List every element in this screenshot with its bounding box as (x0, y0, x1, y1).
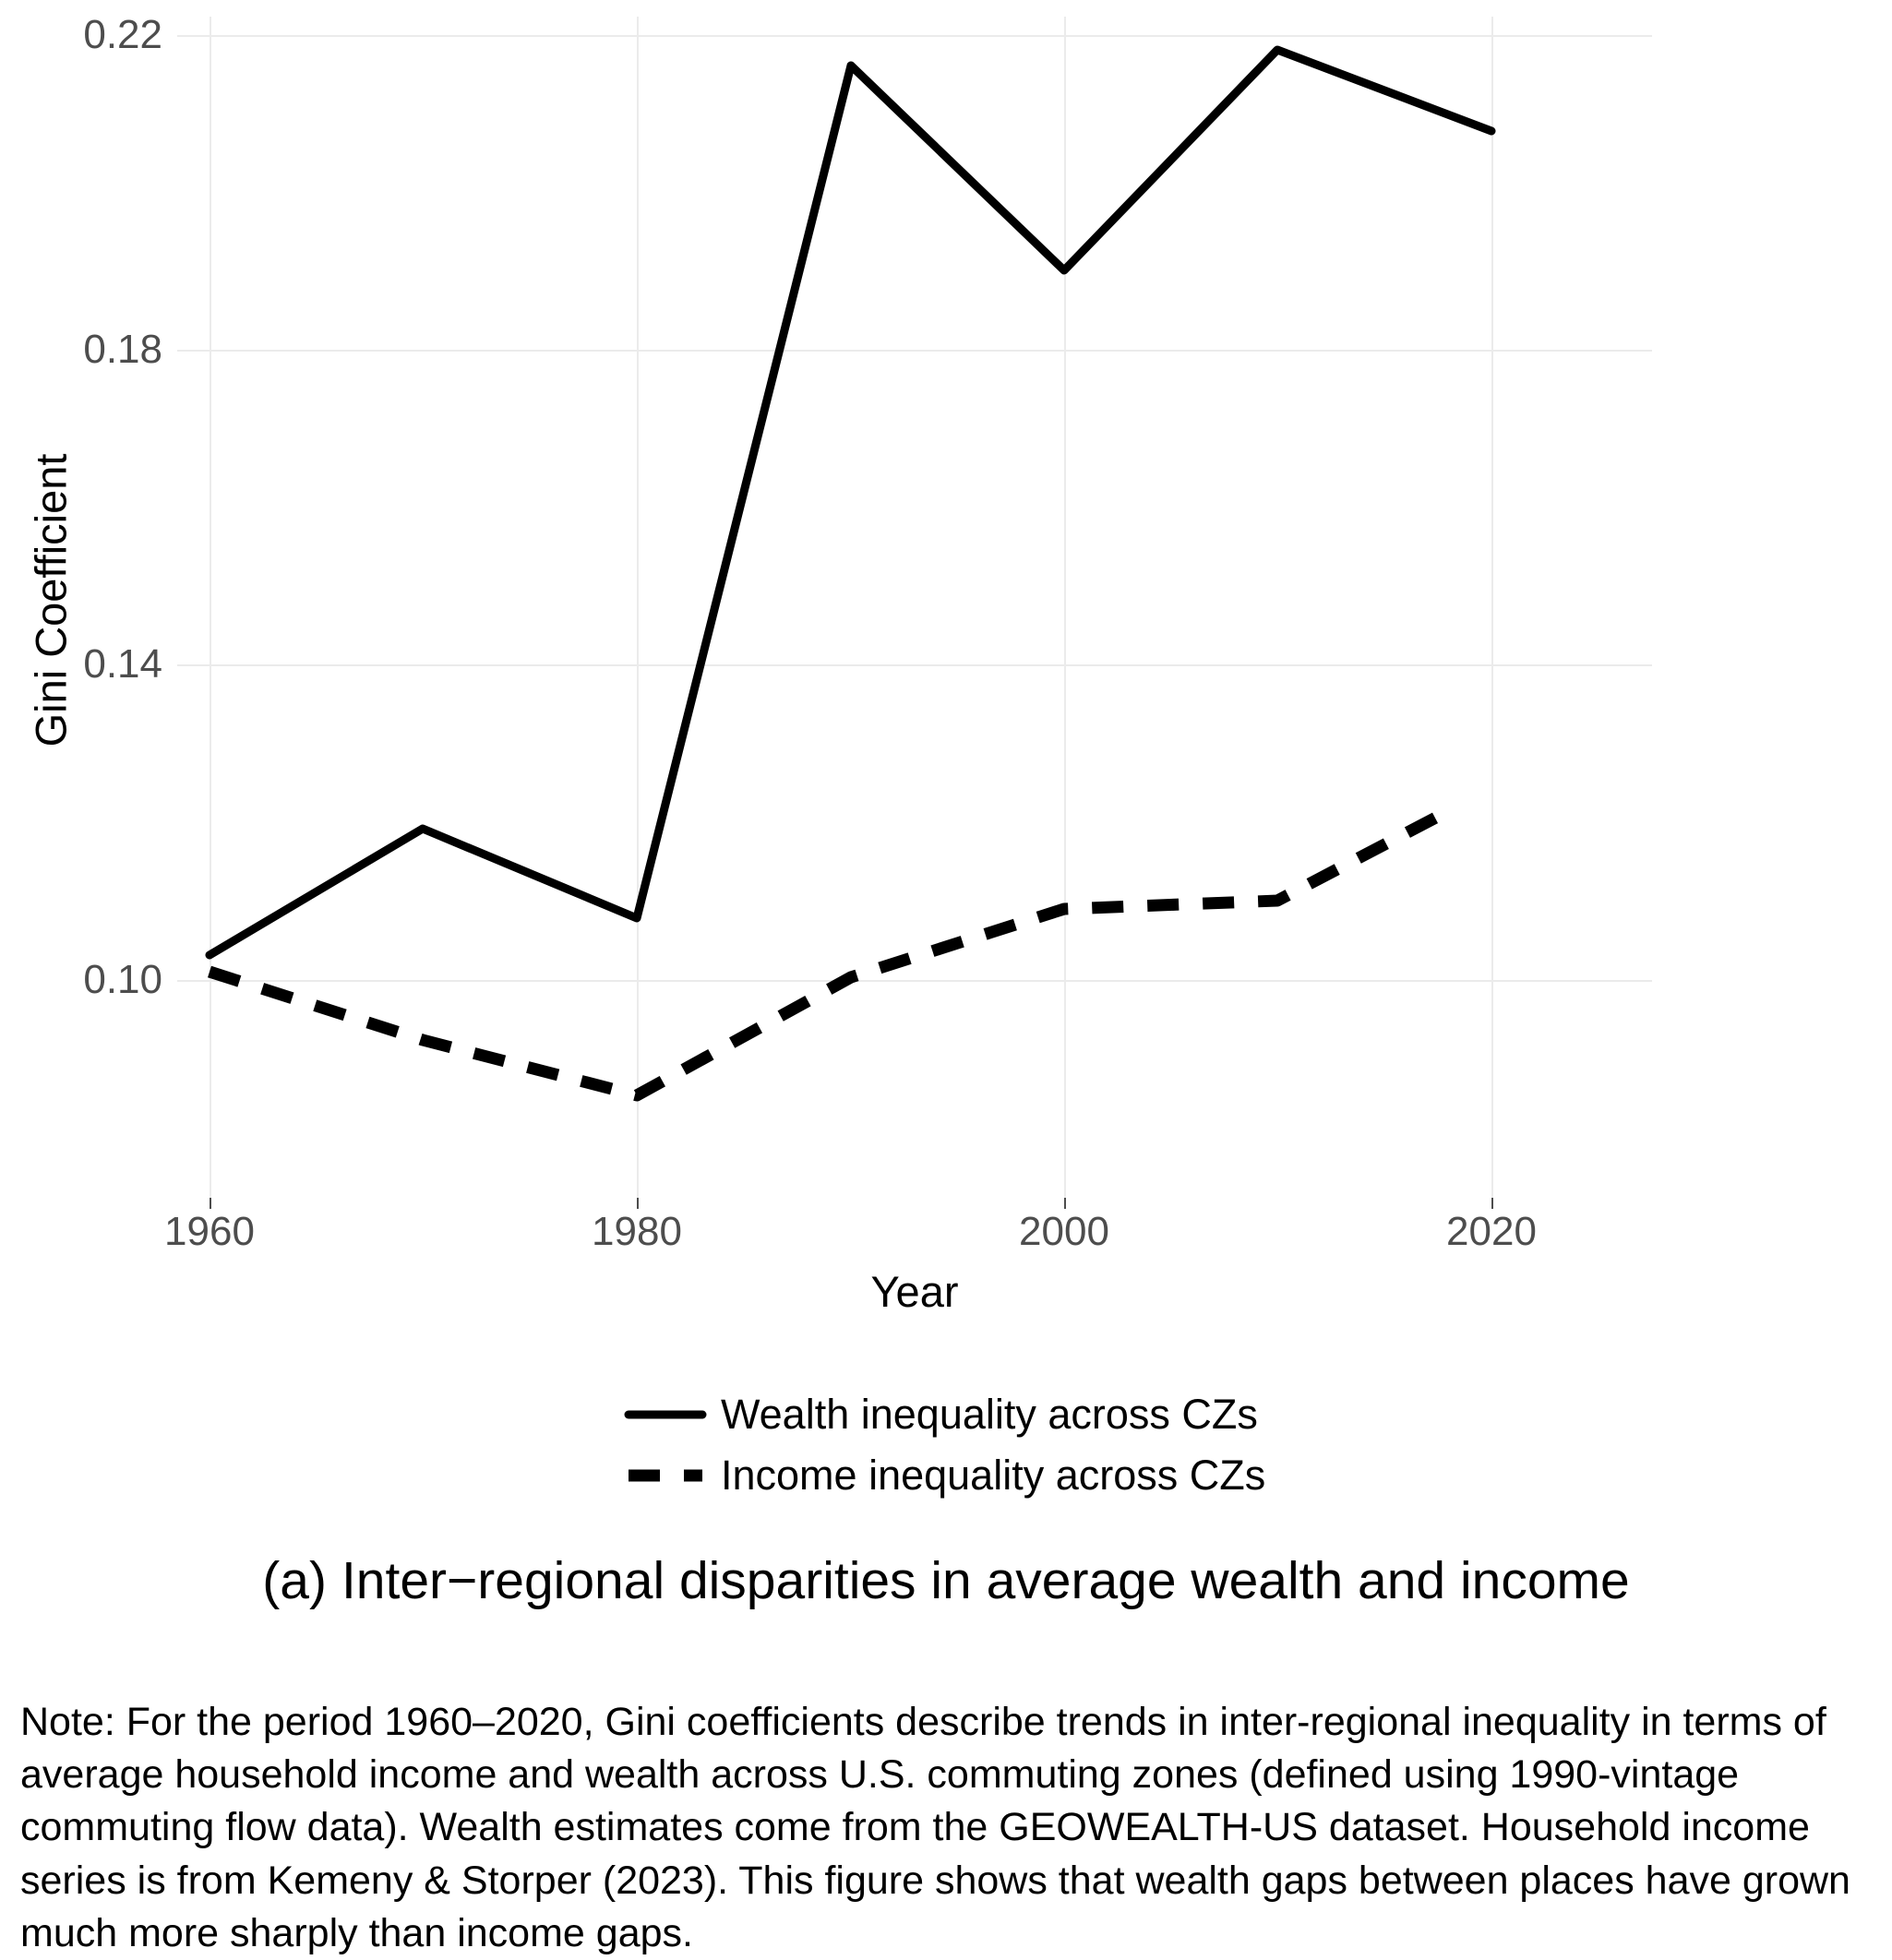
y-tick-label: 0.10 (83, 957, 162, 1002)
series-line-wealth (210, 50, 1491, 955)
x-axis-title: Year (870, 1267, 959, 1316)
figure-caption-text: Inter−regional disparities in average wealth and income (341, 1551, 1630, 1610)
series-line-income (210, 811, 1448, 1095)
legend-item-income (623, 1445, 1269, 1506)
chart-legend (0, 1384, 1892, 1506)
y-axis-tick-labels (55, 0, 175, 1200)
x-tick-label: 2000 (1019, 1209, 1109, 1254)
chart-panel (177, 17, 1652, 1198)
x-axis-tick (210, 1198, 211, 1209)
chart-series-svg (177, 17, 1652, 1198)
x-tick-label: 1960 (164, 1209, 255, 1254)
x-axis-tick (1064, 1198, 1066, 1209)
y-tick-label: 0.22 (83, 12, 162, 57)
y-tick-label: 0.14 (83, 641, 162, 687)
y-axis-title-text: Gini Coefficient (26, 453, 76, 747)
figure-caption (0, 1550, 1892, 1611)
x-tick-label: 1980 (592, 1209, 682, 1254)
figure-caption-label: (a) (262, 1551, 327, 1610)
figure-note: Note: For the period 1960–2020, Gini coefficients describe trends in inter-regional inequality in terms of average household income and wealth across U.S. commuting zones (defined using 1990-vintage commuting flow data). Wealth estimates come from the GEOWEALTH-US dataset. Household income series is from Kemeny & Storper (2023). This figure shows that wealth gaps between places have grown much more sharply than income gaps. (20, 1700, 1850, 1955)
legend-label: Wealth inequality across CZs (721, 1391, 1258, 1438)
legend-label: Income inequality across CZs (721, 1452, 1266, 1499)
x-tick-label: 2020 (1446, 1209, 1537, 1254)
y-tick-label: 0.18 (83, 327, 162, 372)
x-axis-tick-labels (164, 1209, 1652, 1264)
legend-key-dashed-icon (623, 1457, 708, 1494)
legend-key-solid-icon (623, 1396, 708, 1433)
x-axis-tick (1491, 1198, 1493, 1209)
legend-item-wealth (623, 1384, 1269, 1445)
x-axis-tick (637, 1198, 639, 1209)
